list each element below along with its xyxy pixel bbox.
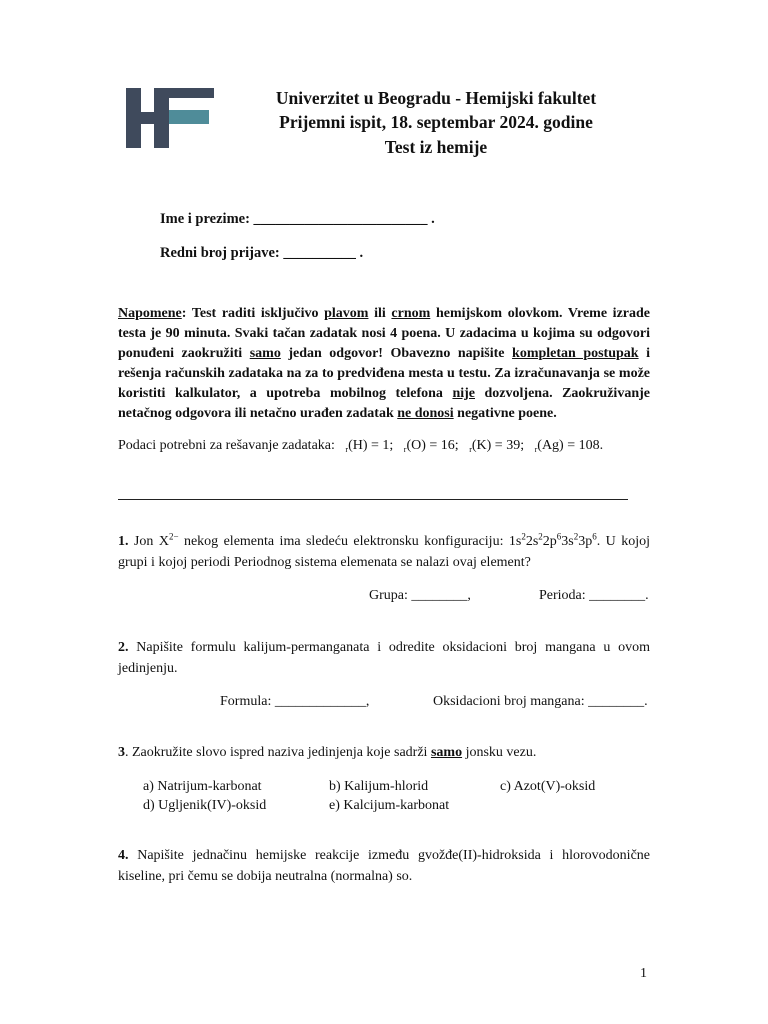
page-number: 1 (640, 966, 647, 981)
q1-group-answer[interactable]: Grupa: ________, (369, 588, 471, 603)
q3-option-b[interactable]: b) Kalijum-hlorid (329, 779, 429, 794)
logo-bar-mid (154, 88, 169, 148)
mass-h: (H) = 1; (348, 438, 394, 453)
header-test: Test iz hemije (384, 137, 488, 157)
section-divider (118, 499, 628, 500)
logo-top-f (169, 88, 214, 98)
logo-bar-left (126, 88, 141, 148)
instructions-note: Napomene: Test raditi isključivo plavom ili crnom hemijskom olovkom. Vreme izrade testa je 90 minuta. Svaki tačan zadatak nosi 4 poena. U zadacima u kojima su odgovori ponuđeni zaokružiti samo jedan odgovor! Obavezno napišite kompletan postupak i rešenja računskih zadataka na za to predviđena mesta u testu. Za izračunavanja se može koristiti kalkulator, a upotreba mobilnog telefona nije dozvoljena. Zaokruživanje netačnog odgovora ili netačno urađen zadatak ne donosi negativne poene. (118, 306, 650, 421)
q3-option-e[interactable]: e) Kalcijum-karbonat (329, 798, 450, 813)
atomic-masses-line: Podaci potrebni za rešavanje zadataka: $_r$(H) = 1; $_r$(O) = 16; $_r$(K) = 39; $_r$(Ag) = 108. (118, 438, 604, 454)
data-label: Podaci potrebni za rešavanje zadataka: (118, 438, 335, 453)
name-field[interactable]: Ime i prezime: ________________________ . (160, 211, 435, 227)
question-1: 1. Jon $X^{2-}$ nekog elementa ima sledeću elektronsku konfiguraciju: $1s^22s^22p^63s^23p^6$. U kojoj grupi i kojoj periodi Periodnog sistema elemenata se nalazi ovaj element? (118, 531, 651, 570)
question-4: 4. Napišite jednačinu hemijske reakcije između gvožđe(II)-hidroksida i hlorovodonične kiseline, pri čemu se dobija neutralna (normalna) so. (118, 848, 650, 884)
q3-option-d[interactable]: d) Ugljenik(IV)-oksid (143, 798, 267, 813)
q2-oxidation-answer[interactable]: Oksidacioni broj mangana: ________. (433, 694, 648, 709)
question-2: 2. Napišite formulu kalijum-permanganata i odredite oksidacioni broj mangana u ovom jedinjenju. (118, 640, 650, 676)
question-3: 3. Zaokružite slovo ispred naziva jedinjenja koje sadrži samo jonsku vezu. (118, 745, 537, 760)
q3-option-a[interactable]: a) Natrijum-karbonat (143, 779, 262, 794)
header-university: Univerzitet u Beogradu - Hemijski fakultet (275, 88, 597, 108)
mass-k: (K) = 39; (471, 438, 525, 453)
header-exam: Prijemni ispit, 18. septembar 2024. godine (279, 112, 593, 132)
logo-mid-f (169, 110, 209, 124)
note-lead: Napomene (118, 306, 182, 321)
q2-formula-answer[interactable]: Formula: _____________, (220, 694, 370, 709)
q1-period-answer[interactable]: Perioda: ________. (539, 588, 649, 603)
registration-field[interactable]: Redni broj prijave: __________ . (160, 245, 364, 261)
q3-option-c[interactable]: c) Azot(V)-oksid (500, 779, 596, 794)
logo-bar-h (141, 112, 154, 124)
mass-o: (O) = 16; (406, 438, 459, 453)
faculty-logo (124, 88, 216, 148)
mass-ag: (Ag) = 108. (537, 438, 604, 453)
